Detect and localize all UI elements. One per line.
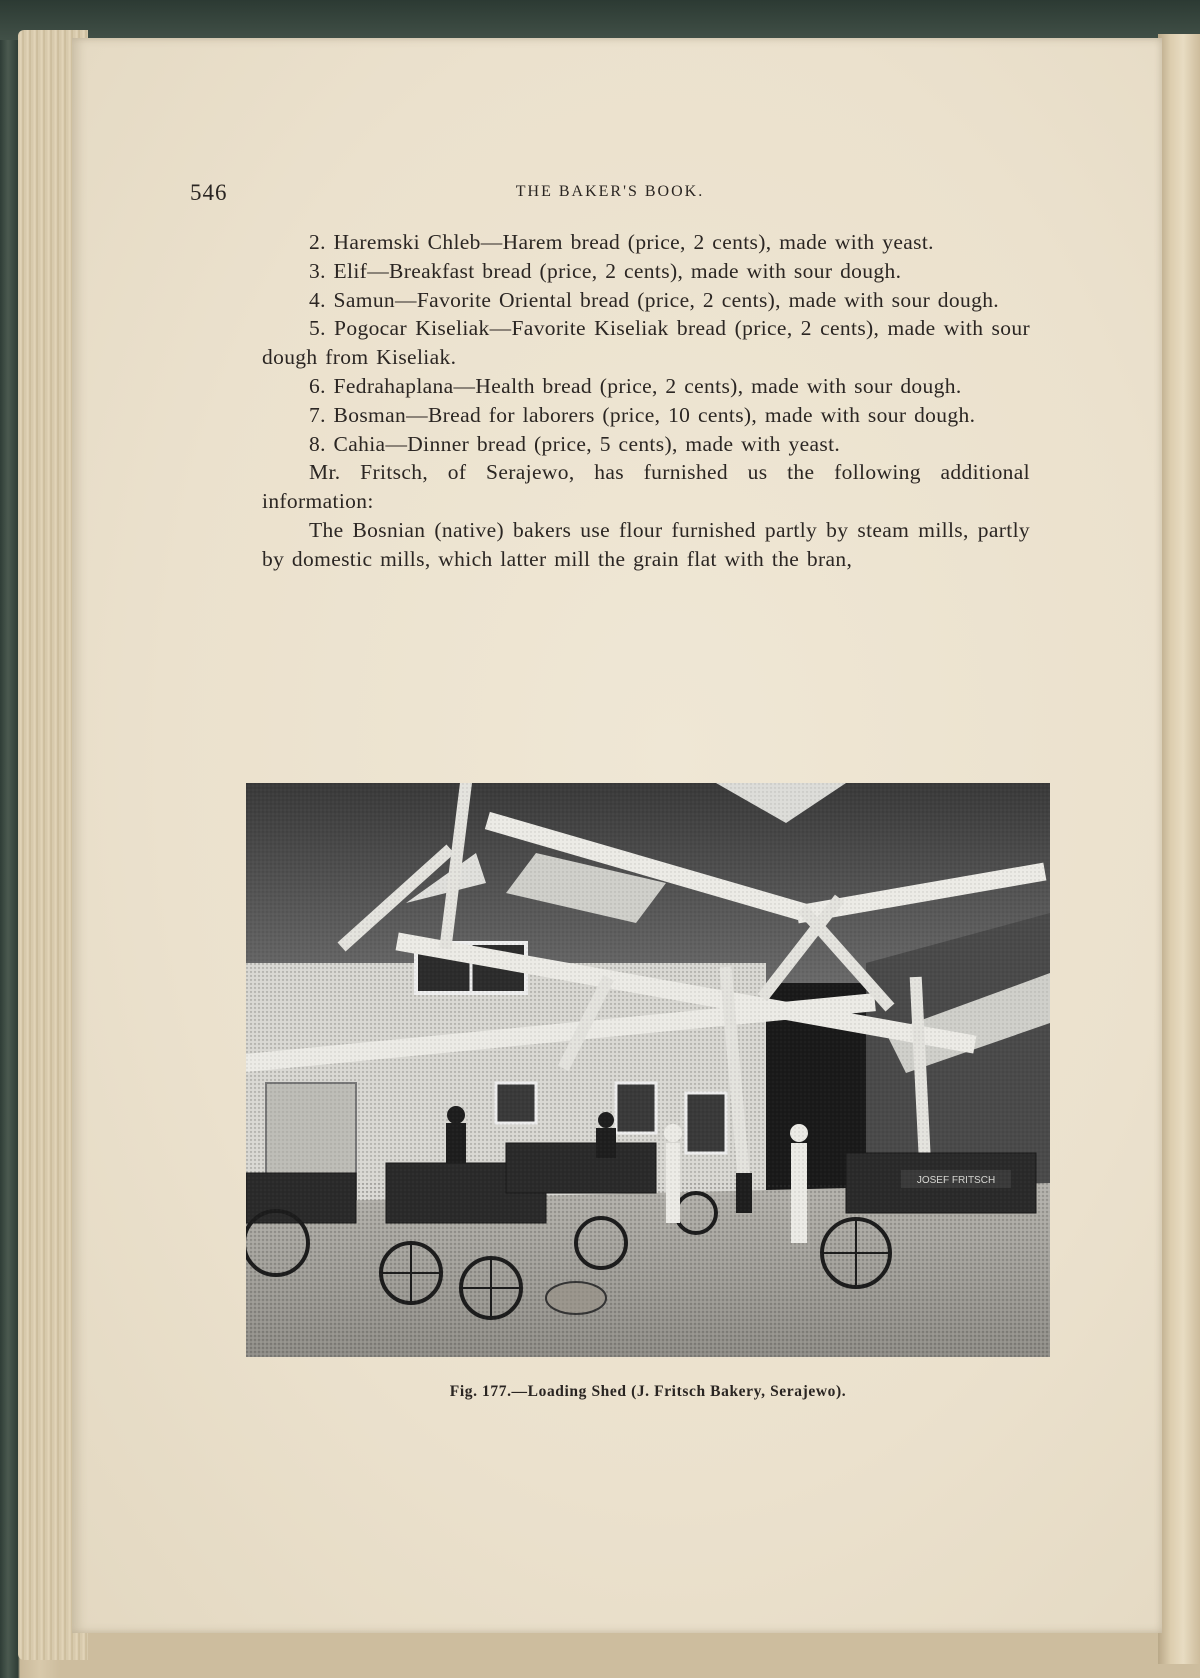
running-head: THE BAKER'S BOOK. bbox=[515, 183, 705, 200]
paragraph: The Bosnian (native) bakers use flour furnished partly by steam mills, partly by domestic mills, which latter mill the grain flat with the bran, bbox=[262, 517, 1030, 571]
paragraph: Mr. Fritsch, of Serajewo, has furnished us the following additional information: bbox=[262, 460, 1030, 514]
page-edges-right bbox=[1158, 34, 1200, 1664]
paragraph: 5. Pogocar Kiseliak—Favorite Kiseliak bread (price, 2 cents), made with sour dough from Kiseliak. bbox=[262, 316, 1030, 370]
book-cover-top bbox=[0, 0, 1200, 40]
paragraph: 7. Bosman—Bread for laborers (price, 10 cents), made with sour dough. bbox=[309, 402, 976, 427]
page-number: 546 bbox=[190, 180, 228, 205]
page-header bbox=[190, 180, 1030, 210]
paragraph: 8. Cahia—Dinner bread (price, 5 cents), made with yeast. bbox=[309, 431, 841, 456]
paragraph: 3. Elif—Breakfast bread (price, 2 cents), made with sour dough. bbox=[309, 258, 902, 283]
body-text bbox=[262, 228, 1030, 574]
paragraph: 6. Fedrahaplana—Health bread (price, 2 cents), made with sour dough. bbox=[309, 373, 962, 398]
loading-shed-photograph bbox=[246, 783, 1050, 1357]
figure-caption: Fig. 177.—Loading Shed (J. Fritsch Bakery, Serajewo). bbox=[449, 1383, 847, 1400]
paragraph: 4. Samun—Favorite Oriental bread (price, 2 cents), made with sour dough. bbox=[309, 287, 1000, 312]
paragraph: 2. Haremski Chleb—Harem bread (price, 2 cents), made with yeast. bbox=[309, 230, 934, 254]
